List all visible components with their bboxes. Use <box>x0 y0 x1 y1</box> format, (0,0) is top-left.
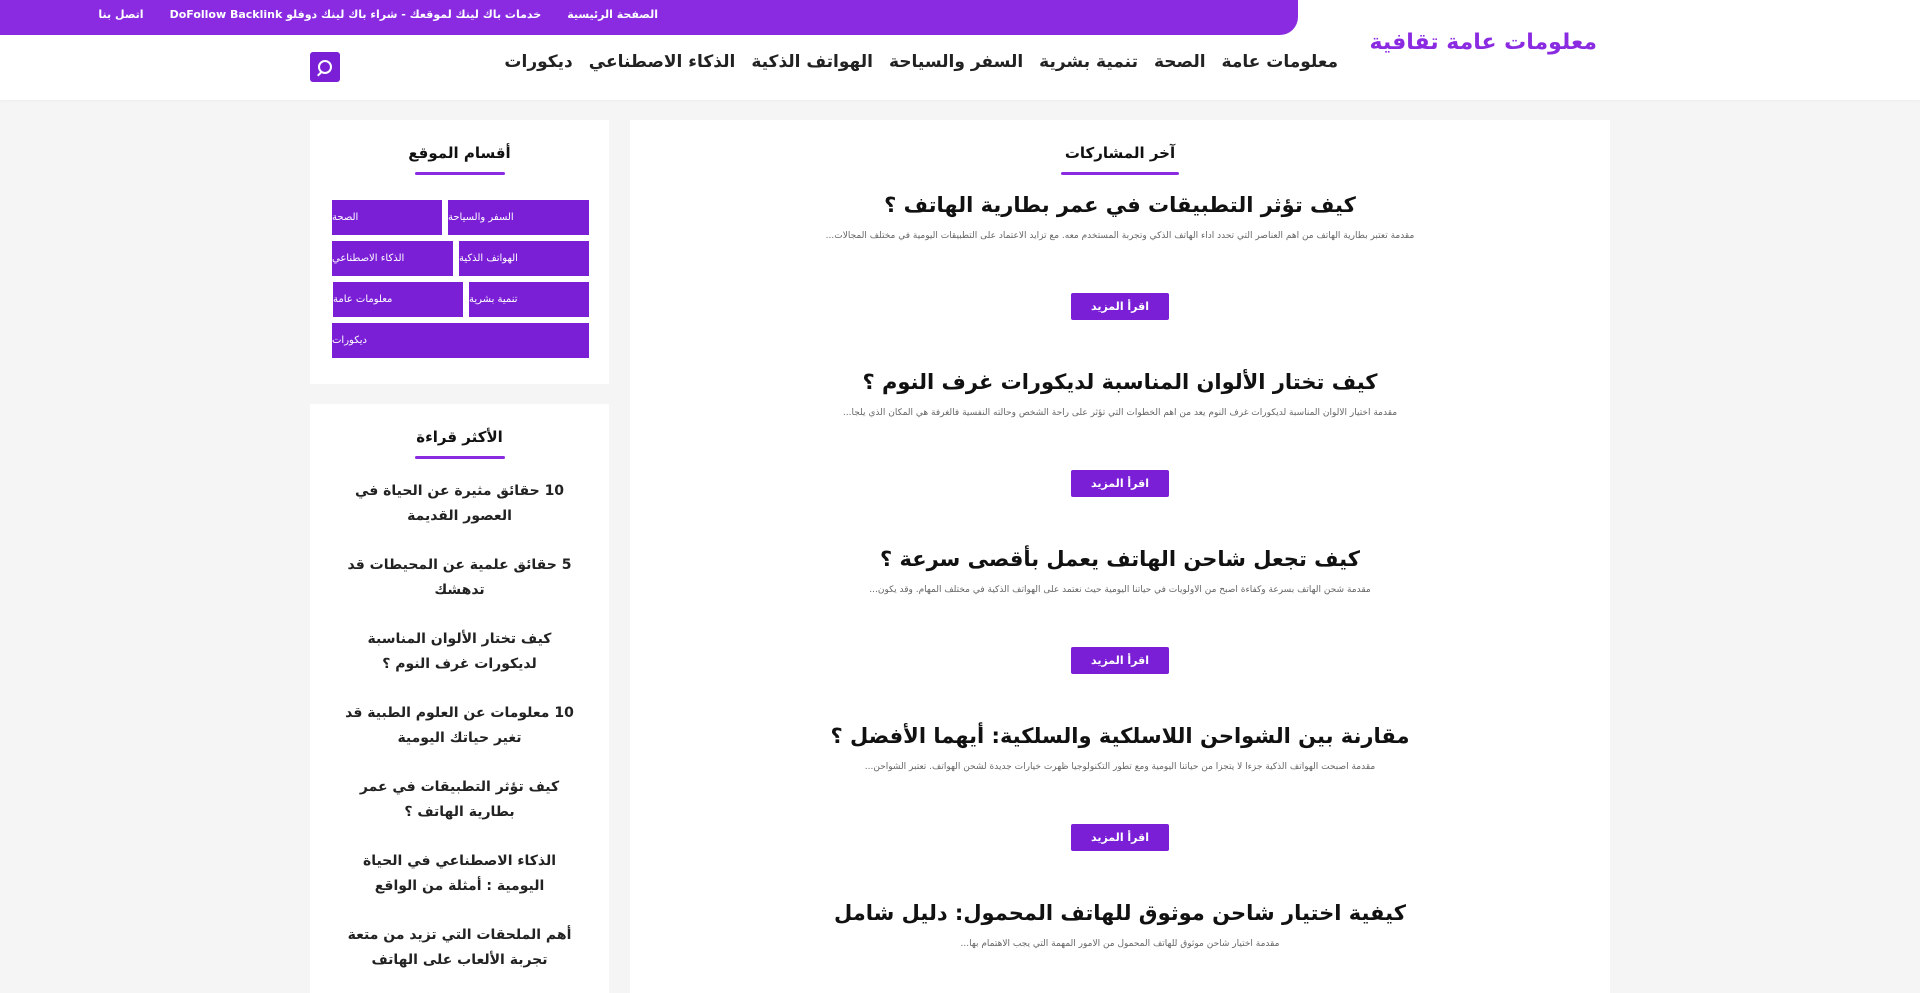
section-title: آخر المشاركات <box>1064 144 1176 162</box>
list-item[interactable]: 10 معلومات عن العلوم الطبية قد تغير حياتك اليومية <box>345 705 574 746</box>
site-logo[interactable]: معلومات عامة تقافية <box>1369 30 1597 55</box>
post-title[interactable]: مقارنة بين الشواحن اللاسلكية والسلكية: أيهما الأفضل ؟ <box>830 724 1410 748</box>
search-button[interactable] <box>310 52 340 82</box>
list-item[interactable]: الذكاء الاصطناعي في الحياة اليومية : أمثلة من الواقع <box>362 853 557 894</box>
list-item[interactable]: كيف تؤثر التطبيقات في عمر بطارية الهاتف ؟ <box>359 779 560 820</box>
top-links <box>98 8 658 21</box>
post-title[interactable]: كيفية اختيار شاحن موثوق للهاتف المحمول: دليل شامل <box>834 901 1406 925</box>
site-header <box>0 0 1920 100</box>
post-excerpt: ﻣﻘﺪﻣﺔ ﺗﻌﺘﺒﺮ ﺑﻄﺎﺭﻳﺔ ﺍﻟﻬﺎﺗﻒ ﻣﻦ ﺃﻫﻢ ﺍﻟﻌﻨﺎﺻﺮ ﺍﻟﺘﻲ ﺗﺤﺪﺩ ﺃﺩﺍﺀ ﺍﻟﻬﺎﺗﻒ ﺍﻟﺬﻛﻲ ﻭﺗﺠﺮﺑﺔ ﺍﻟﻤﺴﺘﺨﺪﻡ ﻣﻌﻪ. ﻣﻊ ﺗﺰﺍﻳﺪ ﺍﻻﻋﺘﻤﺎﺩ ﻋﻠﻰ ﺍﻟﺘﻄﺒﻴﻘﺎﺕ ﺍﻟﻴﻮﻣﻴﺔ ﻓﻲ ﻣﺨﺘﻠﻒ ﺍﻟﻤﺠﺎﻻﺕ... <box>825 231 1415 241</box>
nav-item-general-info[interactable]: معلومات عامة <box>1221 52 1338 72</box>
category-ai[interactable]: ﺍﻟﺬﻛﺎﺀ ﺍﻻﺻﻄﻨﺎﻋﻲ <box>332 241 453 276</box>
post-card <box>630 547 1610 674</box>
nav-item-ai[interactable]: الذكاء الاصطناعي <box>588 52 736 72</box>
nav-item-health[interactable]: الصحة <box>1154 52 1206 72</box>
category-travel[interactable]: ﺍﻟﺴﻔﺮ ﻭﺍﻟﺴﻴﺎﺣﺔ <box>448 200 589 235</box>
top-bar <box>0 0 1298 35</box>
read-more-button[interactable]: اقرأ المزيد <box>1071 470 1169 497</box>
most-read-widget <box>310 404 609 993</box>
most-read-title: الأكثر قراءة <box>416 428 503 446</box>
top-link-backlinks[interactable]: خدمات باك لينك لموقعك - شراء باك لينك دوفلو DoFollow Backlink <box>169 8 542 21</box>
most-read-list <box>310 479 609 973</box>
post-card <box>630 724 1610 851</box>
nav-item-smartphones[interactable]: الهواتف الذكية <box>751 52 873 72</box>
list-item[interactable]: 10 حقائق مثيرة عن الحياة في العصور القديمة <box>354 483 565 524</box>
list-item[interactable]: 5 حقائق علمية عن المحيطات قد تدهشك <box>347 557 572 598</box>
categories-title: أقسام الموقع <box>408 144 511 162</box>
post-card <box>630 370 1610 497</box>
category-general-info[interactable]: ﻣﻌﻠﻮﻣﺎﺕ ﻋﺎﻣﺔ <box>333 282 463 317</box>
search-icon <box>318 60 332 74</box>
title-underline <box>415 172 505 175</box>
list-item[interactable]: أهم الملحقات التي تزيد من متعة تجربة الألعاب على الهاتف <box>347 927 572 968</box>
main-nav <box>504 52 1338 72</box>
post-excerpt: ﻣﻘﺪﻣﺔ ﺷﺤﻦ ﺍﻟﻬﺎﺗﻒ ﺑﺴﺮﻋﺔ ﻭﻛﻔﺎﺀﺓ ﺃﺻﺒﺢ ﻣﻦ ﺍﻷﻭﻟﻮﻳﺎﺕ ﻓﻲ ﺣﻴﺎﺗﻨﺎ ﺍﻟﻴﻮﻣﻴﺔ ﺣﻴﺚ ﻧﻌﺘﻤﺪ ﻋﻠﻰ ﺍﻟﻬﻮﺍﺗﻒ ﺍﻟﺬﻛﻴﺔ ﻓﻲ ﻣﺨﺘﻠﻒ ﺍﻟﻤﻬﺎﻡ. ﻭﻗﺪ ﻳﻜﻮﻥ... <box>869 585 1371 595</box>
category-smartphones[interactable]: ﺍﻟﻬﻮﺍﺗﻒ ﺍﻟﺬﻛﻴﺔ <box>459 241 589 276</box>
nav-item-travel[interactable]: السفر والسياحة <box>888 52 1024 72</box>
post-excerpt: ﻣﻘﺪﻣﺔ ﺃﺻﺒﺤﺖ ﺍﻟﻬﻮﺍﺗﻒ ﺍﻟﺬﻛﻴﺔ ﺟﺰﺀﺍ ﻻ ﻳﺘﺠﺰﺃ ﻣﻦ ﺣﻴﺎﺗﻨﺎ ﺍﻟﻴﻮﻣﻴﺔ ﻭﻣﻊ ﺗﻄﻮﺭ ﺍﻟﺘﻜﻨﻮﻟﻮﺟﻴﺎ ﻇﻬﺮﺕ ﺧﻴﺎﺭﺍﺕ ﺟﺪﻳﺪﺓ ﻟﺸﺤﻦ ﺍﻟﻬﻮﺍﺗﻒ. ﺗﻌﺘﺒﺮ ﺍﻟﺸﻮﺍﺣﻦ... <box>864 762 1376 772</box>
top-link-contact[interactable]: اتصل بنا <box>98 8 144 21</box>
post-card <box>630 901 1610 949</box>
post-title[interactable]: كيف تختار الألوان المناسبة لديكورات غرف النوم ؟ <box>862 370 1378 394</box>
list-item[interactable]: كيف تختار الألوان المناسبة لديكورات غرف النوم ؟ <box>367 631 552 672</box>
post-excerpt: ﻣﻘﺪﻣﺔ ﺍﺧﺘﻴﺎﺭ ﺷﺎﺣﻦ ﻣﻮﺛﻮﻕ ﻟﻠﻬﺎﺗﻒ ﺍﻟﻤﺤﻤﻮﻝ ﻣﻦ ﺍﻷﻣﻮﺭ ﺍﻟﻤﻬﻤﺔ ﺍﻟﺘﻲ ﻳﺠﺐ ﺍﻻﻫﺘﻤﺎﻡ ﺑﻬﺎ... <box>960 939 1280 949</box>
title-underline <box>415 456 505 459</box>
read-more-button[interactable]: اقرأ المزيد <box>1071 647 1169 674</box>
category-health[interactable]: ﺍﻟﺼﺤﺔ <box>332 200 442 235</box>
title-underline <box>1061 172 1179 175</box>
post-title[interactable]: كيف تجعل شاحن الهاتف يعمل بأقصى سرعة ؟ <box>880 547 1360 571</box>
categories-widget <box>310 120 609 384</box>
category-decor[interactable]: ﺩﻳﻜﻮﺭﺍﺕ <box>332 323 589 358</box>
read-more-button[interactable]: اقرأ المزيد <box>1071 824 1169 851</box>
category-human-development[interactable]: ﺗﻨﻤﻴﺔ ﺑﺸﺮﻳﺔ <box>469 282 589 317</box>
post-card <box>630 193 1610 320</box>
post-title[interactable]: كيف تؤثر التطبيقات في عمر بطارية الهاتف ؟ <box>884 193 1356 217</box>
latest-posts-panel <box>630 120 1610 993</box>
nav-item-human-development[interactable]: تنمية بشرية <box>1039 52 1138 72</box>
top-link-home[interactable]: الصفحة الرئيسية <box>567 8 658 21</box>
read-more-button[interactable]: اقرأ المزيد <box>1071 293 1169 320</box>
nav-item-decor[interactable]: ديكورات <box>504 52 573 72</box>
post-excerpt: ﻣﻘﺪﻣﺔ ﺍﺧﺘﻴﺎﺭ ﺍﻷﻟﻮﺍﻥ ﺍﻟﻤﻨﺎﺳﺒﺔ ﻟﺪﻳﻜﻮﺭﺍﺕ ﻏﺮﻑ ﺍﻟﻨﻮﻡ ﻳﻌﺪ ﻣﻦ ﺃﻫﻢ ﺍﻟﺨﻄﻮﺍﺕ ﺍﻟﺘﻲ ﺗﺆﺛﺮ ﻋﻠﻰ ﺭﺍﺣﺔ ﺍﻟﺸﺨﺺ ﻭﺣﺎﻟﺘﻪ ﺍﻟﻨﻔﺴﻴﺔ ﻓﺎﻟﻐﺮﻓﺔ ﻫﻲ ﺍﻟﻤﻜﺎﻥ ﺍﻟﺬﻱ ﻳﻠﺠﺄ... <box>842 408 1398 418</box>
category-list <box>330 200 589 358</box>
